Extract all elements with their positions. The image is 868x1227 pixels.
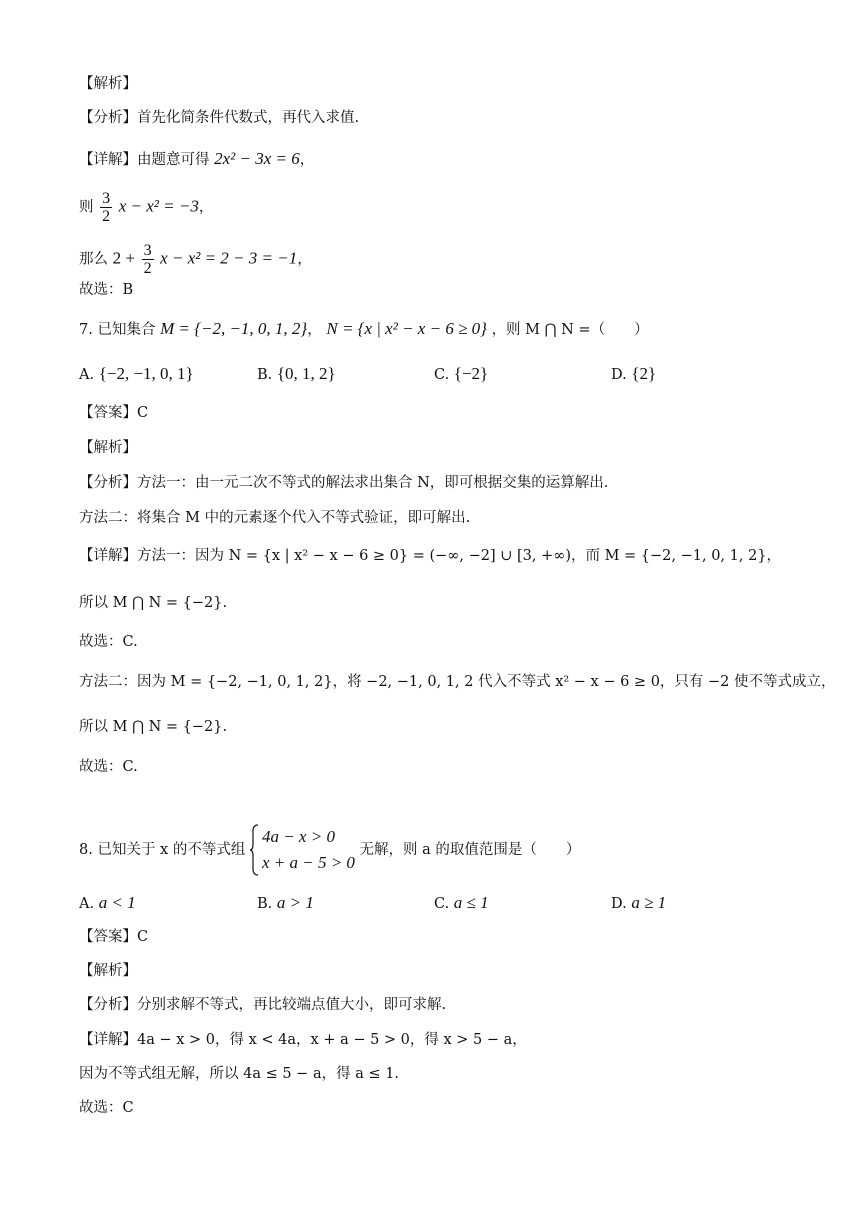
option-b: B. {0, 1, 2} [257,364,336,383]
step-2-line: 则 $\frac{3}{2}$ x − x² = −3， [79,190,214,225]
option-a: A. {−2, −1, 0, 1} [79,364,194,383]
fraction-three-halves: $\frac{3}{2}$ [102,190,111,225]
answer-line: 【答案】C [79,929,149,945]
question-8-stem: 8. 已知关于 x 的不等式组 4a − x > 0 x + a − 5 > 0 无解，则 a 的取值范围是（ ） [79,824,580,876]
left-brace-icon [250,824,259,876]
detail-method-2: 方法二：因为 M = {−2, −1, 0, 1, 2}，将 −2, −1, 0, 1, 2 代入不等式 x² − x − 6 ≥ 0，只有 −2 使不等式成立， [79,674,836,690]
method-2-intro: 方法二：将集合 M 中的元素逐个代入不等式验证，即可解出. [79,510,471,526]
option-c: C. a ≤ 1 [434,893,489,912]
stem-suffix: 无解，则 a 的取值范围是（ ） [359,842,581,858]
section-jiexi: 【解析】 [79,76,137,92]
choose-2: 故选：C. [79,759,138,775]
result-1: 所以 M ⋂ N = {−2}. [79,595,228,611]
detail-2: 因为不等式组无解，所以 4a ≤ 5 − a，得 a ≤ 1. [79,1066,400,1082]
detail-1: 【详解】4a − x > 0，得 x < 4a，x + a − 5 > 0，得 x > 5 − a， [79,1032,527,1048]
equation-2: x − x² = −3 [118,196,199,216]
analysis-text: 【分析】首先化简条件代数式，再代入求值. [79,110,360,126]
inequality-1: 4a − x > 0 [261,827,335,846]
option-a: A. a < 1 [79,893,136,912]
equation-3-left: 2 + [112,248,135,268]
answer-choice: 故选：B [79,282,134,298]
answer-line: 【答案】C [79,405,149,421]
detail-method-1: 【详解】方法一：因为 N = {x | x² − x − 6 ≥ 0} = (−∞, −2] ∪ [3, +∞)，而 M = {−2, −1, 0, 1, 2}， [79,548,782,564]
section-jiexi: 【解析】 [79,440,137,456]
inequality-2: x + a − 5 > 0 [261,853,355,872]
analysis-text: 【分析】方法一：由一元二次不等式的解法求出集合 N，即可根据交集的运算解出. [79,475,609,491]
step-2-prefix: 则 [79,199,94,216]
result-2: 所以 M ⋂ N = {−2}. [79,719,228,735]
option-c: C. {−2} [434,364,489,383]
set-m: M = {−2, −1, 0, 1, 2} [160,319,308,338]
equation-3: x − x² = 2 − 3 = −1 [160,248,298,268]
step-3-prefix: 那么 [79,251,108,268]
question-7-stem: 7. 已知集合 M = {−2, −1, 0, 1, 2}， N = {x | x² − x − 6 ≥ 0} ，则 M ⋂ N =（ ） [79,319,649,338]
section-jiexi: 【解析】 [79,963,137,979]
inequality-system [250,824,355,876]
detail-line: 【详解】由题意可得 2x² − 3x = 6， [79,149,315,168]
option-d: D. {2} [611,364,657,383]
option-d: D. a ≥ 1 [611,893,667,912]
option-b: B. a > 1 [257,893,314,912]
equation-1: 2x² − 3x = 6 [214,149,300,168]
analysis-text: 【分析】分别求解不等式，再比较端点值大小，即可求解. [79,997,447,1013]
choose-1: 故选：C. [79,634,138,650]
step-3-line: 那么 2 + $\frac{3}{2}$ x − x² = 2 − 3 = −1， [79,242,312,277]
set-n: N = {x | x² − x − 6 ≥ 0} [326,319,487,338]
detail-label: 【详解】由题意可得 [79,152,210,168]
choose: 故选：C [79,1100,134,1116]
fraction-three-halves: $\frac{3}{2}$ [143,242,152,277]
stem-suffix: ，则 M ⋂ N =（ ） [491,322,649,338]
